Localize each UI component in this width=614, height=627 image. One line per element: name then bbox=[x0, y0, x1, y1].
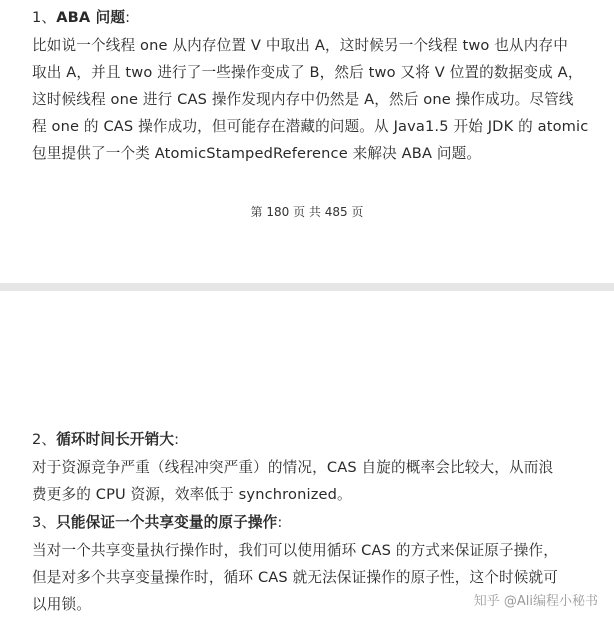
heading-number: 2、 bbox=[32, 431, 57, 448]
document-page-bottom bbox=[0, 291, 614, 627]
heading-title: 循环时间长开销大 bbox=[56, 431, 175, 448]
paragraph-line: 这时候线程 one 进行 CAS 操作发现内存中仍然是 A，然后 one 操作成功。尽管线 bbox=[32, 91, 574, 108]
heading-number: 3、 bbox=[32, 514, 57, 531]
page-number: 第 180 页 共 485 页 bbox=[250, 205, 364, 219]
paragraph-line: 当对一个共享变量执行操作时，我们可以使用循环 CAS 的方式来保证原子操作， bbox=[32, 542, 559, 559]
document-page-top bbox=[0, 0, 614, 283]
paragraph-line: 包里提供了一个类 AtomicStampedReference 来解决 ABA 问题。 bbox=[32, 145, 482, 162]
heading-colon: : bbox=[277, 514, 283, 531]
heading-colon: : bbox=[125, 9, 131, 26]
paragraph-line: 比如说一个线程 one 从内存位置 V 中取出 A，这时候另一个线程 two 也从内存中 bbox=[32, 37, 569, 54]
paragraph-line: 取出 A，并且 two 进行了一些操作变成了 B，然后 two 又将 V 位置的数据变成 A， bbox=[32, 64, 583, 81]
heading-number: 1、 bbox=[32, 9, 57, 26]
heading-title: ABA 问题 bbox=[56, 9, 126, 26]
paragraph-line: 程 one 的 CAS 操作成功，但可能存在潜藏的问题。从 Java1.5 开始 JDK 的 atomic bbox=[32, 118, 589, 135]
watermark: 知乎 @Ali编程小秘书 bbox=[473, 594, 598, 609]
paragraph-line: 费更多的 CPU 资源，效率低于 synchronized。 bbox=[32, 486, 352, 503]
heading-colon: : bbox=[174, 431, 180, 448]
page-separator bbox=[0, 283, 614, 291]
paragraph-line: 对于资源竞争严重（线程冲突严重）的情况，CAS 自旋的概率会比较大，从而浪 bbox=[32, 459, 554, 476]
paragraph-line: 但是对多个共享变量操作时，循环 CAS 就无法保证操作的原子性，这个时候就可 bbox=[32, 569, 559, 586]
paragraph-line: 以用锁。 bbox=[32, 596, 91, 613]
section-heading-aba bbox=[32, 8, 130, 28]
heading-title: 只能保证一个共享变量的原子操作 bbox=[56, 514, 278, 531]
section-heading-loop-overhead bbox=[32, 430, 179, 450]
section-heading-single-variable bbox=[32, 513, 282, 533]
